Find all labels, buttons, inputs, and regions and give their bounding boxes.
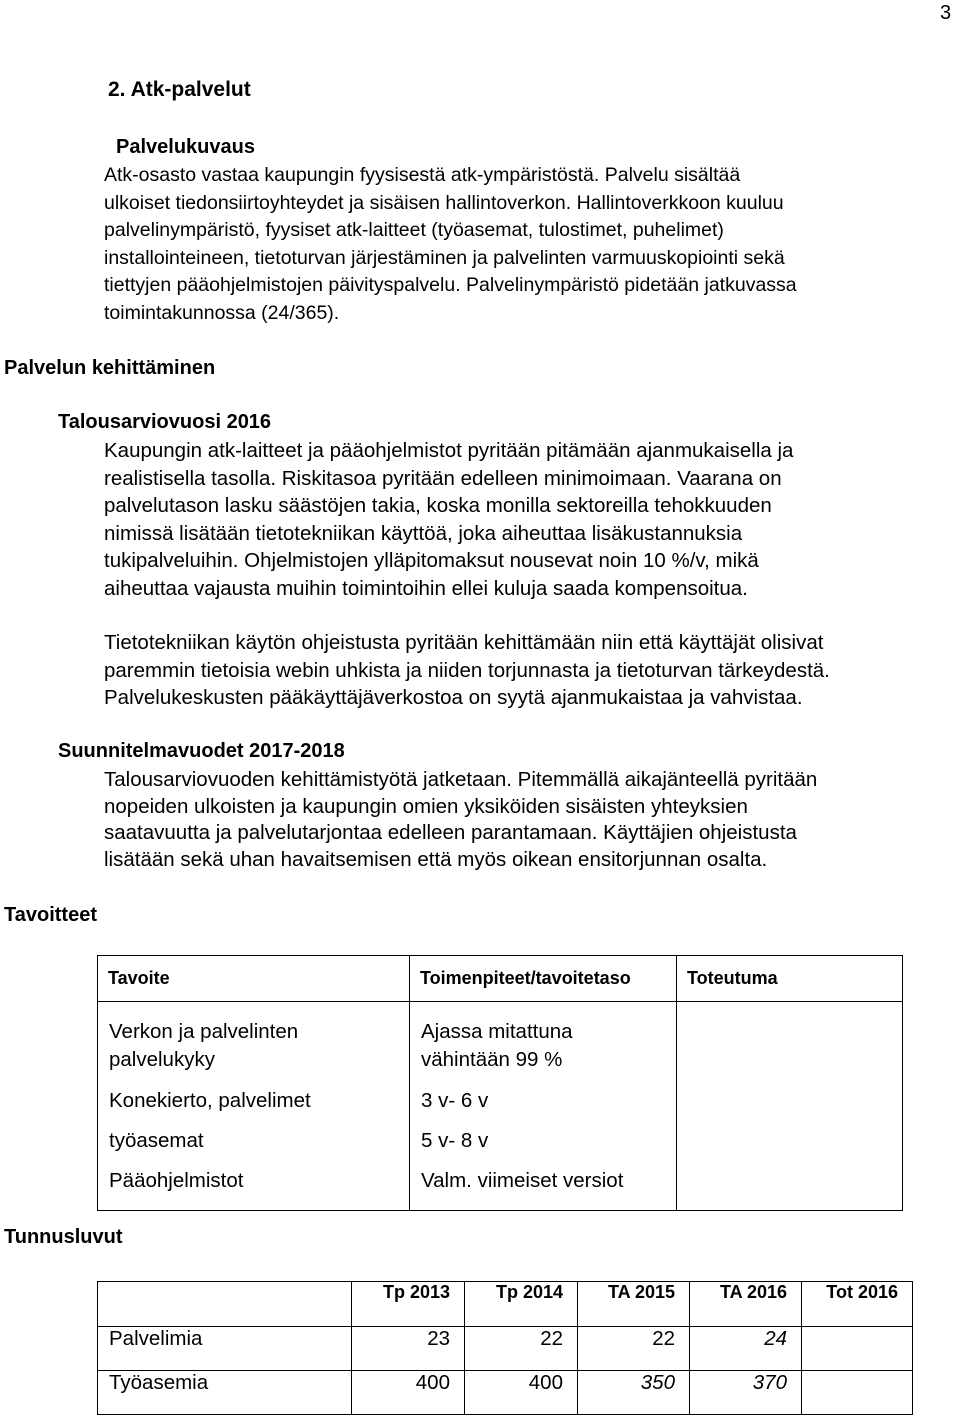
suunnitelmavuodet-text xyxy=(104,767,817,873)
cell-line: palvelukyky xyxy=(109,1048,215,1071)
column-header-toimenpiteet: Toimenpiteet/tavoitetaso xyxy=(410,956,677,1002)
table-cell: 22 xyxy=(465,1327,578,1371)
talousarviovuosi-text-2 xyxy=(104,629,830,712)
table-header-row xyxy=(98,1282,913,1327)
text-line: realistisella tasolla. Riskitasoa pyritään edelleen minimoimaan. Vaarana on xyxy=(104,466,782,490)
text-line: saatavuutta ja palvelutarjontaa edelleen parantamaan. Käyttäjien ohjeistusta xyxy=(104,821,797,844)
cell-line: 5 v- 8 v xyxy=(421,1129,489,1152)
tunnusluvut-table xyxy=(97,1281,913,1415)
table-cell xyxy=(802,1327,913,1371)
column-header-toteutuma: Toteutuma xyxy=(677,956,903,1002)
tavoite-cell xyxy=(98,1002,410,1211)
text-line: Palvelukeskusten pääkäyttäjäverkostoa on syytä ajanmukaistaa ja vahvistaa. xyxy=(104,686,803,709)
table-cell: 400 xyxy=(352,1371,465,1415)
text-line: lisätään sekä uhan havaitsemisen että myös oikean ensitorjunnan osalta. xyxy=(104,847,768,871)
cell-line: työasemat xyxy=(109,1129,204,1152)
palvelukuvaus-text xyxy=(104,162,797,327)
tunnusluvut-heading: Tunnusluvut xyxy=(4,1226,123,1248)
text-line: tiettyjen pääohjelmistojen päivityspalvelu. Palvelinympäristö pidetään jatkuvassa xyxy=(104,274,797,296)
palvelukuvaus-heading: Palvelukuvaus xyxy=(116,136,255,158)
table-cell: 350 xyxy=(578,1371,690,1415)
table-row xyxy=(98,1002,903,1211)
table-header-row xyxy=(98,956,903,1002)
toteutuma-cell xyxy=(677,1002,903,1211)
tavoitteet-heading: Tavoitteet xyxy=(4,904,97,926)
table-cell: 370 xyxy=(690,1371,802,1415)
table-cell: 400 xyxy=(465,1371,578,1415)
talousarviovuosi-heading: Talousarviovuosi 2016 xyxy=(58,411,272,433)
text-line: Tietotekniikan käytön ohjeistusta pyritään kehittämään niin että käyttäjät olisivat xyxy=(104,631,824,654)
cell-line: Konekierto, palvelimet xyxy=(109,1089,311,1112)
column-header-ta-2015: TA 2015 xyxy=(578,1282,690,1327)
toimenpiteet-cell xyxy=(410,1002,677,1211)
row-label-palvelimia: Palvelimia xyxy=(98,1327,352,1371)
text-line: palvelutason lasku säästöjen takia, koska monilla sektoreilla tehokkuuden xyxy=(104,494,772,517)
text-line: nimissä lisätään tietotekniikan käyttöä, joka aiheuttaa lisäkustannuksia xyxy=(104,521,743,545)
table-cell: 23 xyxy=(352,1327,465,1371)
cell-line: Valm. viimeiset versiot xyxy=(421,1169,624,1192)
table-row xyxy=(98,1327,913,1371)
text-line: tukipalveluihin. Ohjelmistojen ylläpitomaksut nousevat noin 10 %/v, mikä xyxy=(104,549,759,572)
text-line: aiheuttaa vajausta muihin toimintoihin ellei kuluja saada kompensoitua. xyxy=(104,576,748,600)
text-line: Talousarviovuoden kehittämistyötä jatketaan. Pitemmällä aikajänteellä pyritään xyxy=(104,768,818,791)
tavoitteet-table xyxy=(97,955,903,1211)
column-header-empty xyxy=(98,1282,352,1327)
text-line: Kaupungin atk-laitteet ja pääohjelmistot pyritään pitämään ajanmukaisella ja xyxy=(104,439,794,462)
column-header-tavoite: Tavoite xyxy=(98,956,410,1002)
text-line: installointeineen, tietoturvan järjestäminen ja palvelinten varmuuskopiointi sekä xyxy=(104,246,785,269)
column-header-tp-2013: Tp 2013 xyxy=(352,1282,465,1327)
cell-line: Verkon ja palvelinten xyxy=(109,1020,299,1043)
cell-line: 3 v- 6 v xyxy=(421,1089,489,1112)
text-line: palvelinympäristö, fyysiset atk-laitteet (työasemat, tulostimet, puhelimet) xyxy=(104,219,724,241)
text-line: toimintakunnossa (24/365). xyxy=(104,301,340,324)
cell-line: vähintään 99 % xyxy=(421,1048,563,1071)
text-line: ulkoiset tiedonsiirtoyhteydet ja sisäisen hallintoverkon. Hallintoverkkoon kuuluu xyxy=(104,191,784,214)
suunnitelmavuodet-heading: Suunnitelmavuodet 2017-2018 xyxy=(58,740,345,762)
table-cell xyxy=(802,1371,913,1415)
table-row xyxy=(98,1371,913,1415)
table-cell: 24 xyxy=(690,1327,802,1371)
text-line: nopeiden ulkoisten ja kaupungin omien yksiköiden sisäisten yhteyksien xyxy=(104,794,748,818)
page-number: 3 xyxy=(940,2,952,24)
column-header-ta-2016: TA 2016 xyxy=(690,1282,802,1327)
column-header-tp-2014: Tp 2014 xyxy=(465,1282,578,1327)
cell-line: Pääohjelmistot xyxy=(109,1169,244,1192)
row-label-tyoasemia: Työasemia xyxy=(98,1371,352,1415)
talousarviovuosi-text-1 xyxy=(104,437,793,602)
column-header-tot-2016: Tot 2016 xyxy=(802,1282,913,1327)
text-line: Atk-osasto vastaa kaupungin fyysisestä atk-ympäristöstä. Palvelu sisältää xyxy=(104,164,741,186)
cell-line: Ajassa mitattuna xyxy=(421,1020,573,1043)
table-cell: 22 xyxy=(578,1327,690,1371)
kehittaminen-heading: Palvelun kehittäminen xyxy=(4,357,216,379)
text-line: paremmin tietoisia webin uhkista ja niiden torjunnasta ja tietoturvan tärkeydestä. xyxy=(104,658,830,682)
section-title: 2. Atk-palvelut xyxy=(108,78,251,101)
